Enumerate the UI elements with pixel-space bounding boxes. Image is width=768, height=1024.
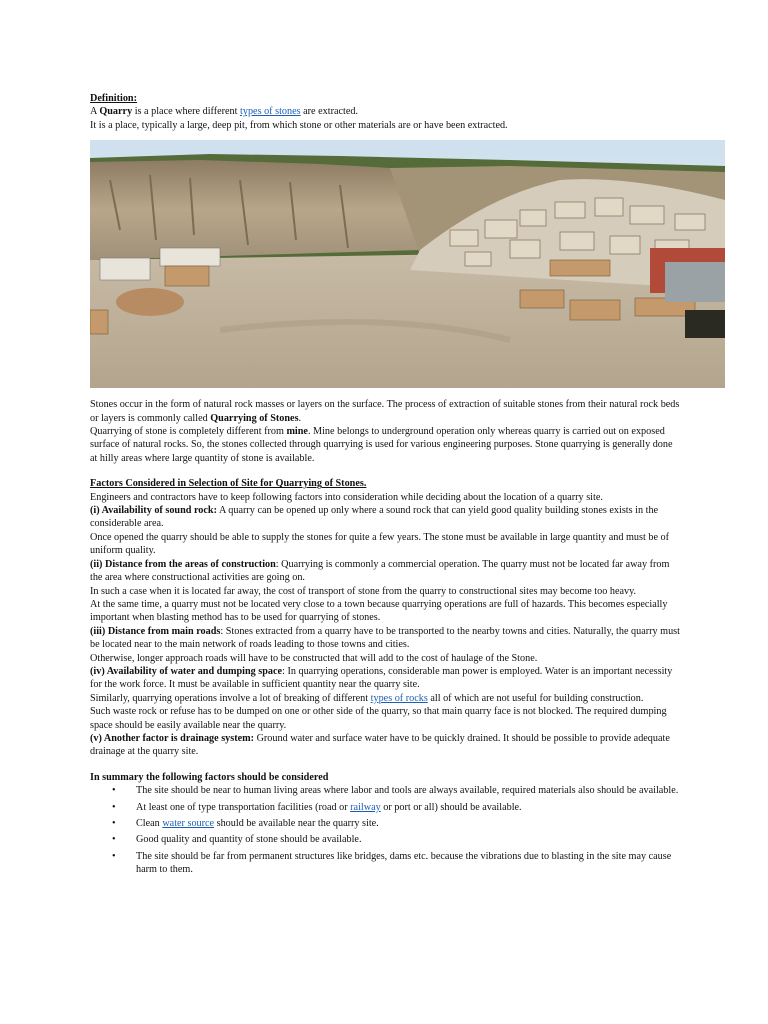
factor-1-detail: Once opened the quarry should be able to supply the stones for quite a few years. The stone must be available in large quantity and must be of uniform quality. <box>90 531 670 557</box>
quarry-term: Quarry <box>99 106 133 118</box>
bullet-icon: • <box>112 785 116 797</box>
factor-3-detail: Otherwise, longer approach roads will have to be constructed that will add to the cost of haulage of the Stone. <box>90 652 538 664</box>
types-of-rocks-link[interactable]: types of rocks <box>370 692 428 704</box>
factors-heading: Factors Considered in Selection of Site for Quarrying of Stones. <box>90 478 367 490</box>
bullet-icon: • <box>112 850 116 862</box>
summary-item: • At least one of type transportation facilities (road or railway or port or all) should be available. <box>112 801 522 813</box>
intro-paragraph-1: Stones occur in the form of natural rock masses or layers on the surface. The process of extraction of suitable stones from their natural rock beds or layers is commonly called Quarrying of Stones. <box>90 399 680 424</box>
bullet-icon: • <box>112 818 116 829</box>
summary-item: • Clean water source should be available near the quarry site. <box>112 818 379 829</box>
factor-4: (iv) Availability of water and dumping space: In quarrying operations, considerable man power is employed. Water is an important necessity for the work force. It must be available in sufficient quantity near the quarry site. <box>90 665 673 691</box>
summary-item: • The site should be near to human living areas where labor and tools are always available, required materials also should be available. <box>112 785 679 797</box>
bullet-icon: • <box>112 834 116 846</box>
definition-heading: Definition: <box>90 93 137 104</box>
quarry-photo-illustration <box>90 140 725 388</box>
factor-2-detail-2: At the same time, a quarry must not be located very close to a town because quarrying operations are full of hazards. This becomes especially important when blasting method has to be used for quarrying of stones. <box>90 598 668 624</box>
intro-paragraph-2: Quarrying of stone is completely different from mine. Mine belongs to underground operation only whereas quarry is carried out on exposed surface of natural rocks. So, the stones collected through quarrying is used for various engineering purposes. Stone quarrying is generally done at hilly areas where large quantity of stone is available. <box>90 426 673 464</box>
bullet-icon: • <box>112 801 116 813</box>
definition-line-2: It is a place, typically a large, deep pit, from which stone or other materials are or have been extracted. <box>90 119 508 131</box>
factors-intro: Engineers and contractors have to keep following factors into consideration while deciding about the location of a quarry site. <box>90 491 603 503</box>
summary-item: • The site should be far from permanent structures like bridges, dams etc. because the vibrations due to blasting in the site may cause harm to them. <box>112 850 672 876</box>
mine-term: mine <box>286 426 308 438</box>
summary-list <box>90 784 680 876</box>
factor-4-detail-1: Similarly, quarrying operations involve a lot of breaking of different types of rocks all of which are not useful for building construction. <box>90 692 644 704</box>
quarrying-of-stones-term: Quarrying of Stones <box>210 412 299 424</box>
quarry-photo <box>90 140 725 388</box>
summary-heading: In summary the following factors should be considered <box>90 771 329 783</box>
factor-4-detail-2: Such waste rock or refuse has to be dumped on one or other side of the quarry, so that main quarry face is not blocked. The required dumping space should be easily available near the quarry. <box>90 706 667 731</box>
types-of-stones-link[interactable]: types of stones <box>240 106 301 118</box>
water-source-link[interactable]: water source <box>162 818 215 829</box>
factor-3: (iii) Distance from main roads: Stones extracted from a quarry have to be transported to the nearby towns and cities. Naturally, the quarry must be located near to the main network of roads leading to those towns and cities. <box>90 625 680 651</box>
factor-5: (v) Another factor is drainage system: Ground water and surface water have to be quickly drained. It should be possible to provide adequate drainage at the quarry site. <box>90 732 670 758</box>
summary-item: • Good quality and quantity of stone should be available. <box>112 834 362 846</box>
factor-1: (i) Availability of sound rock: A quarry can be opened up only where a sound rock that can yield good quality building stones exists in the considerable area. <box>90 505 659 530</box>
document-content <box>90 92 680 880</box>
factor-2-detail-1: In such a case when it is located far away, the cost of transport of stone from the quarry to constructional sites may become too heavy. <box>90 585 637 597</box>
railway-link[interactable]: railway <box>350 801 381 813</box>
definition-line-1: A Quarry is a place where different types of stones are extracted. <box>90 106 358 118</box>
factor-2: (ii) Distance from the areas of construction: Quarrying is commonly a commercial operation. The quarry must not be located far away from the area where constructional activities are going on. <box>90 558 670 584</box>
